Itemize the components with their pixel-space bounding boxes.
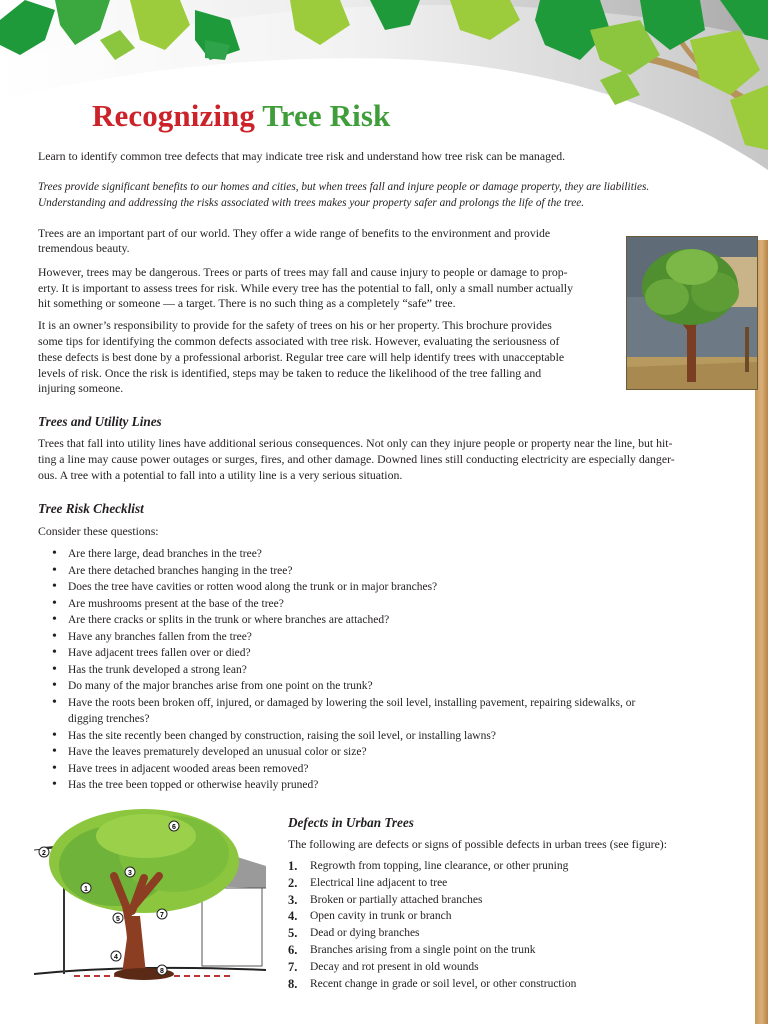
defect-item <box>288 858 728 875</box>
checklist-item: • Has the tree been topped or otherwise heavily pruned? <box>48 777 708 794</box>
defect-text: Regrowth from topping, line clearance, or other pruning <box>310 860 569 872</box>
defect-number: 1. <box>288 859 298 873</box>
tree-illustration <box>626 236 758 390</box>
checklist-item: • Are there cracks or splits in the trunk or where branches are attached? <box>48 612 708 629</box>
defects-figure <box>34 806 266 988</box>
body-p1-line-1: Trees are an important part of our world. They offer a wide range of benefits to the environment and provide <box>38 226 551 240</box>
marker-1: 1 <box>84 886 88 893</box>
defect-item <box>288 942 728 959</box>
body-p2-line-3: hit something or someone — a target. There is no such thing as a completely “safe” tree. <box>38 296 456 310</box>
defect-text: Dead or dying branches <box>310 927 420 940</box>
defect-text: Branches arising from a single point on the trunk <box>310 943 536 956</box>
body-p1-line-2: tremendous beauty. <box>38 241 130 255</box>
checklist-item: • Are there large, dead branches in the tree? <box>48 546 708 563</box>
checklist-item: • Have trees in adjacent wooded areas been removed? <box>48 761 708 778</box>
marker-3: 3 <box>128 870 132 877</box>
defect-item <box>288 959 728 976</box>
defect-text: Electrical line adjacent to tree <box>310 876 448 889</box>
checklist <box>48 546 708 794</box>
body-p2-line-2: erty. It is important to assess trees for risk. While every tree has the potential to fall, only a small number actually <box>38 281 573 295</box>
marker-6: 6 <box>172 824 176 831</box>
defects-heading: Defects in Urban Trees <box>288 815 414 830</box>
checklist-item: • Has the trunk developed a strong lean? <box>48 662 708 679</box>
intro-italic-line-1: Trees provide significant benefits to our homes and cities, but when trees fall and injure people or damage property, they are liabilities. <box>38 181 650 193</box>
marker-7: 7 <box>160 912 164 919</box>
body-p3-line-3: these defects is best done by a professional arborist. Regular tree care will help identify trees with unacceptable <box>38 350 565 364</box>
checklist-item: • Are there detached branches hanging in the tree? <box>48 563 708 580</box>
leaf-banner <box>0 0 768 170</box>
body-p2-line-1: However, trees may be dangerous. Trees or parts of trees may fall and cause injury to people or damage to prop- <box>38 265 568 279</box>
marker-5: 5 <box>116 916 120 923</box>
defect-number: 7. <box>288 959 298 974</box>
utility-line-2: ting a line may cause power outages or surges, fires, and other damage. Downed lines still conducting electricity are especially danger- <box>38 452 675 466</box>
body-p3-line-4: levels of risk. Once the risk is identified, steps may be taken to reduce the likelihood of the tree falling and <box>38 366 542 380</box>
checklist-item: • Has the site recently been changed by construction, raising the soil level, or installing lawns? <box>48 728 708 745</box>
body-p3-line-2: some tips for identifying the common defects associated with tree risk. However, evaluating the seriousness of <box>38 334 560 348</box>
defect-number: 8. <box>288 976 298 991</box>
defect-item <box>288 892 728 909</box>
checklist-item: • Have the roots been broken off, injured, or damaged by lowering the soil level, installing pavement, repairing sidewalks, or <box>48 695 708 712</box>
title-part-2: Tree Risk <box>262 98 391 133</box>
defect-number: 6. <box>288 942 298 957</box>
defect-item <box>288 925 728 942</box>
checklist-item: • Are mushrooms present at the base of the tree? <box>48 596 708 613</box>
utility-line-1: Trees that fall into utility lines have additional serious consequences. Not only can they injure people or property near the line, but hit- <box>38 436 673 450</box>
page-title <box>92 98 390 134</box>
intro-text: Learn to identify common tree defects that may indicate tree risk and understand how tree risk can be managed. <box>38 149 566 163</box>
checklist-item: • Do many of the major branches arise from one point on the trunk? <box>48 678 708 695</box>
intro-italic-line-2: Understanding and addressing the risks associated with trees makes your property safer and prolongs the life of the tree. <box>38 197 585 209</box>
defects-lead: The following are defects or signs of possible defects in urban trees (see figure): <box>288 837 668 851</box>
defect-text: Decay and rot present in old wounds <box>310 960 479 973</box>
title-part-1: Recognizing <box>92 98 255 133</box>
checklist-item: • Have the leaves prematurely developed an unusual color or size? <box>48 744 708 761</box>
defect-number: 2. <box>288 875 298 890</box>
defect-item <box>288 875 728 892</box>
marker-2: 2 <box>42 850 46 857</box>
defect-number: 3. <box>288 892 298 907</box>
utility-line-3: ous. A tree with a potential to fall into a utility line is a very serious situation. <box>38 468 403 482</box>
body-p3-line-5: injuring someone. <box>38 381 124 395</box>
checklist-item-continuation: digging trenches? <box>68 713 150 725</box>
checklist-item: • Have any branches fallen from the tree? <box>48 629 708 646</box>
defect-number: 4. <box>288 909 298 924</box>
marker-4: 4 <box>114 954 118 961</box>
utility-heading: Trees and Utility Lines <box>38 414 162 429</box>
defect-text: Broken or partially attached branches <box>310 893 483 906</box>
defects-list <box>288 858 728 992</box>
checklist-lead: Consider these questions: <box>38 524 159 538</box>
body-p3-line-1: It is an owner’s responsibility to provide for the safety of trees on his or her property. This brochure provides <box>38 318 552 332</box>
marker-8: 8 <box>160 968 164 975</box>
defect-item <box>288 976 728 993</box>
defect-text: Recent change in grade or soil level, or other construction <box>310 977 577 990</box>
defect-text: Open cavity in trunk or branch <box>310 910 452 923</box>
checklist-item: • Does the tree have cavities or rotten wood along the trunk or in major branches? <box>48 579 708 596</box>
defect-number: 5. <box>288 926 298 941</box>
checklist-item: • Have adjacent trees fallen over or died? <box>48 645 708 662</box>
checklist-heading: Tree Risk Checklist <box>38 501 144 516</box>
defect-item <box>288 908 728 925</box>
